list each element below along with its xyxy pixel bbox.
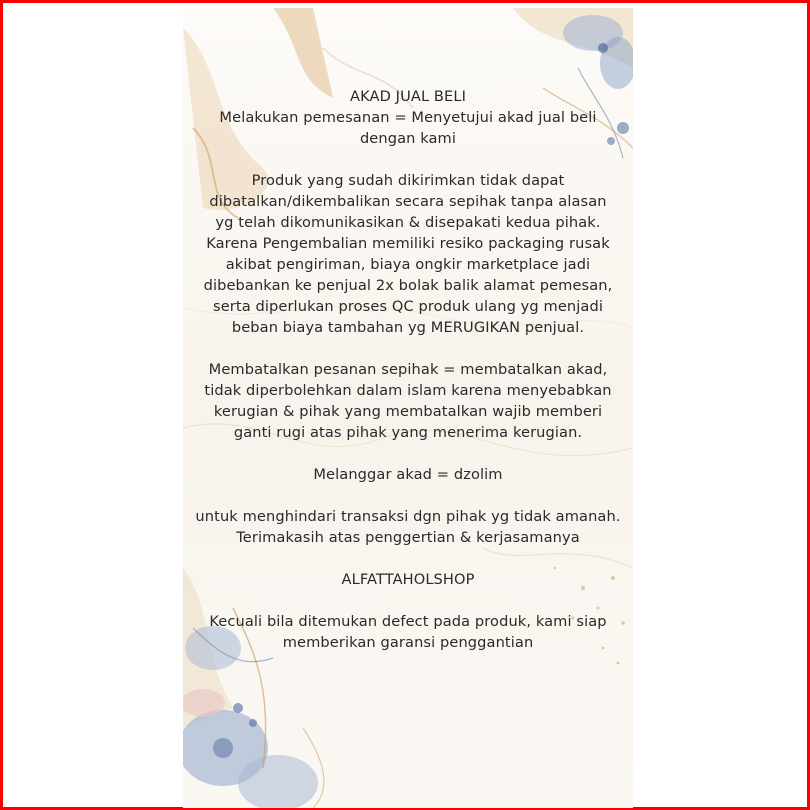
text-line: tidak diperbolehkan dalam islam karena menyebabkan [204,382,612,399]
terms-text [183,86,633,653]
paragraph-return-policy [183,170,633,338]
text-line: Terimakasih atas penggertian & kerjasamanya [236,529,580,546]
text-line: Melakukan pemesanan = Menyetujui akad jual beli [219,109,597,126]
text-line: Karena Pengembalian memiliki resiko packaging rusak [206,235,610,252]
text-line: untuk menghindari transaksi dgn pihak yg tidak amanah. [195,508,621,525]
shop-name: ALFATTAHOLSHOP [341,571,475,588]
text-line: dibatalkan/dikembalikan secara sepihak tanpa alasan [209,193,607,210]
text-line: serta diperlukan proses QC produk ulang yg menjadi [213,298,603,315]
paragraph-order [183,107,633,149]
text-line: Membatalkan pesanan sepihak = membatalkan akad, [208,361,608,378]
text-line: Kecuali bila ditemukan defect pada produk, kami siap [209,613,607,630]
text-line: memberikan garansi penggantian [282,634,534,651]
paragraph-thanks [183,506,633,548]
document-title: AKAD JUAL BELI [350,88,466,105]
paragraph-shop [183,569,633,590]
paragraph-warranty [183,611,633,653]
text-line: kerugian & pihak yang membatalkan wajib memberi [213,403,603,420]
text-line: beban biaya tambahan yg MERUGIKAN penjual. [231,319,585,336]
text-line: yg telah dikomunikasikan & disepakati kedua pihak. [215,214,601,231]
text-line: dibebankan ke penjual 2x bolak balik alamat pemesan, [203,277,613,294]
text-line: akibat pengiriman, biaya ongkir marketplace jadi [225,256,591,273]
text-line: dengan kami [359,130,457,147]
text-line: ganti rugi atas pihak yang menerima kerugian. [233,424,583,441]
terms-card [183,8,633,808]
paragraph-cancel [183,359,633,443]
paragraph-dzolim [183,464,633,485]
text-line: Melanggar akad = dzolim [313,466,503,483]
text-line: Produk yang sudah dikirimkan tidak dapat [251,172,565,189]
